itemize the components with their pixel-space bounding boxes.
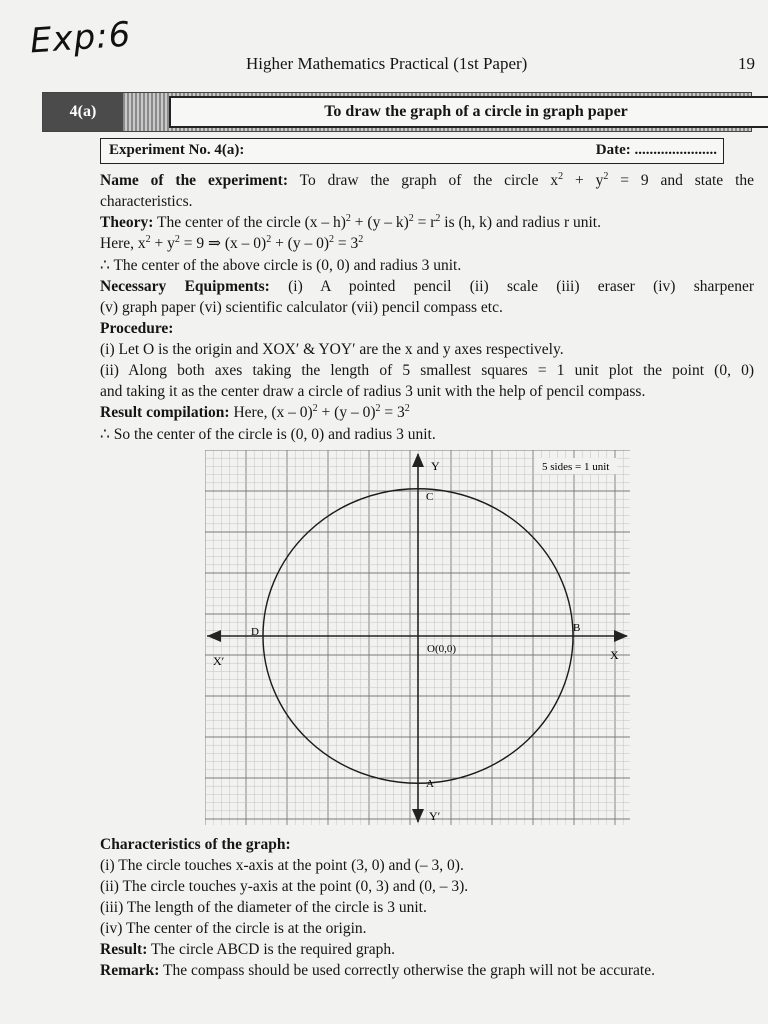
result-label: Result: [100,941,148,958]
x-axis-arrow-left [207,630,221,642]
name-cont: characteristics. [100,193,193,210]
theory-line: Theory: The center of the circle $(x - h)^2 + (y - k)^2 = r^2$ is (h, k) and radius r unit. [100,212,601,231]
graph-paper [205,450,630,825]
label-x: X [610,648,619,662]
equipment-label: Necessary Equipments: [100,278,270,295]
experiment-box [100,138,724,164]
section-title: To draw the graph of a circle in graph paper [169,96,768,128]
name-line: Name of the experiment: To draw the graph of the circle $x^2 + y^2 = 9$ and state the [100,170,754,189]
characteristic-item: (ii) The circle touches y-axis at the point (0, 3) and (0, – 3). [100,878,469,895]
label-x-neg: X′ [213,654,225,668]
equipment-line: Necessary Equipments: (i) A pointed pencil (ii) scale (iii) eraser (iv) sharpener [100,278,754,295]
procedure-step-2-cont: and taking it as the center draw a circle of radius 3 unit with the help of pencil compass. [100,383,646,400]
theory-here: Here, $x^2 + y^2 = 9$ ⇒ $(x - 0)^2 + (y - 0)^2 = 3^2$ [100,233,364,252]
theory-conclusion: ∴ The center of the above circle is (0, 0) and radius 3 unit. [100,257,462,274]
running-title: Higher Mathematics Practical (1st Paper) [246,54,528,73]
y-axis-arrow-up [412,453,424,467]
circle-graph [205,450,630,825]
result-line: Result: The circle ABCD is the required graph. [100,941,396,958]
procedure-step-1: (i) Let O is the origin and XOX′ & YOY′ are the x and y axes respectively. [100,341,564,358]
label-y-neg: Y′ [429,809,441,823]
y-axis-arrow-down [412,809,424,823]
x-axis-arrow-right [614,630,628,642]
label-point-a: A [426,778,434,790]
section-tag: 4(a) [43,93,123,131]
result-compilation-line: Result compilation: Here, $(x - 0)^2 + (y - 0)^2 = 3^2$ [100,402,410,421]
experiment-number: Experiment No. 4(a): [109,142,245,158]
remark-line: Remark: The compass should be used correctly otherwise the graph will not be accurate. [100,962,655,979]
equipment-cont: (v) graph paper (vi) scientific calculator (vii) pencil compass etc. [100,299,503,316]
characteristic-item: (i) The circle touches x-axis at the point (3, 0) and (– 3, 0). [100,857,464,874]
characteristics-label: Characteristics of the graph: [100,836,291,853]
procedure-step-2: (ii) Along both axes taking the length of 5 smallest squares = 1 unit plot the point (0, 0) [100,362,754,379]
label-point-d: D [251,626,259,638]
procedure-label: Procedure: [100,320,174,337]
remark-label: Remark: [100,962,160,979]
scale-note: 5 sides = 1 unit [542,461,610,473]
section-banner [42,92,752,132]
result-compilation-label: Result compilation: [100,404,230,421]
characteristic-item: (iii) The length of the diameter of the circle is 3 unit. [100,899,427,916]
date-field: Date: ...................... [595,142,717,158]
result-compilation-conclusion: ∴ So the center of the circle is (0, 0) and radius 3 unit. [100,426,436,443]
name-label: Name of the experiment: [100,172,288,189]
label-point-c: C [426,491,434,503]
page-number: 19 [738,54,755,73]
label-point-b: B [573,622,581,634]
theory-label: Theory: [100,214,154,231]
label-y: Y [431,459,440,473]
handwritten-note: Exp:6 [28,14,133,62]
characteristic-item: (iv) The center of the circle is at the origin. [100,920,367,937]
label-origin: O(0,0) [427,643,457,655]
